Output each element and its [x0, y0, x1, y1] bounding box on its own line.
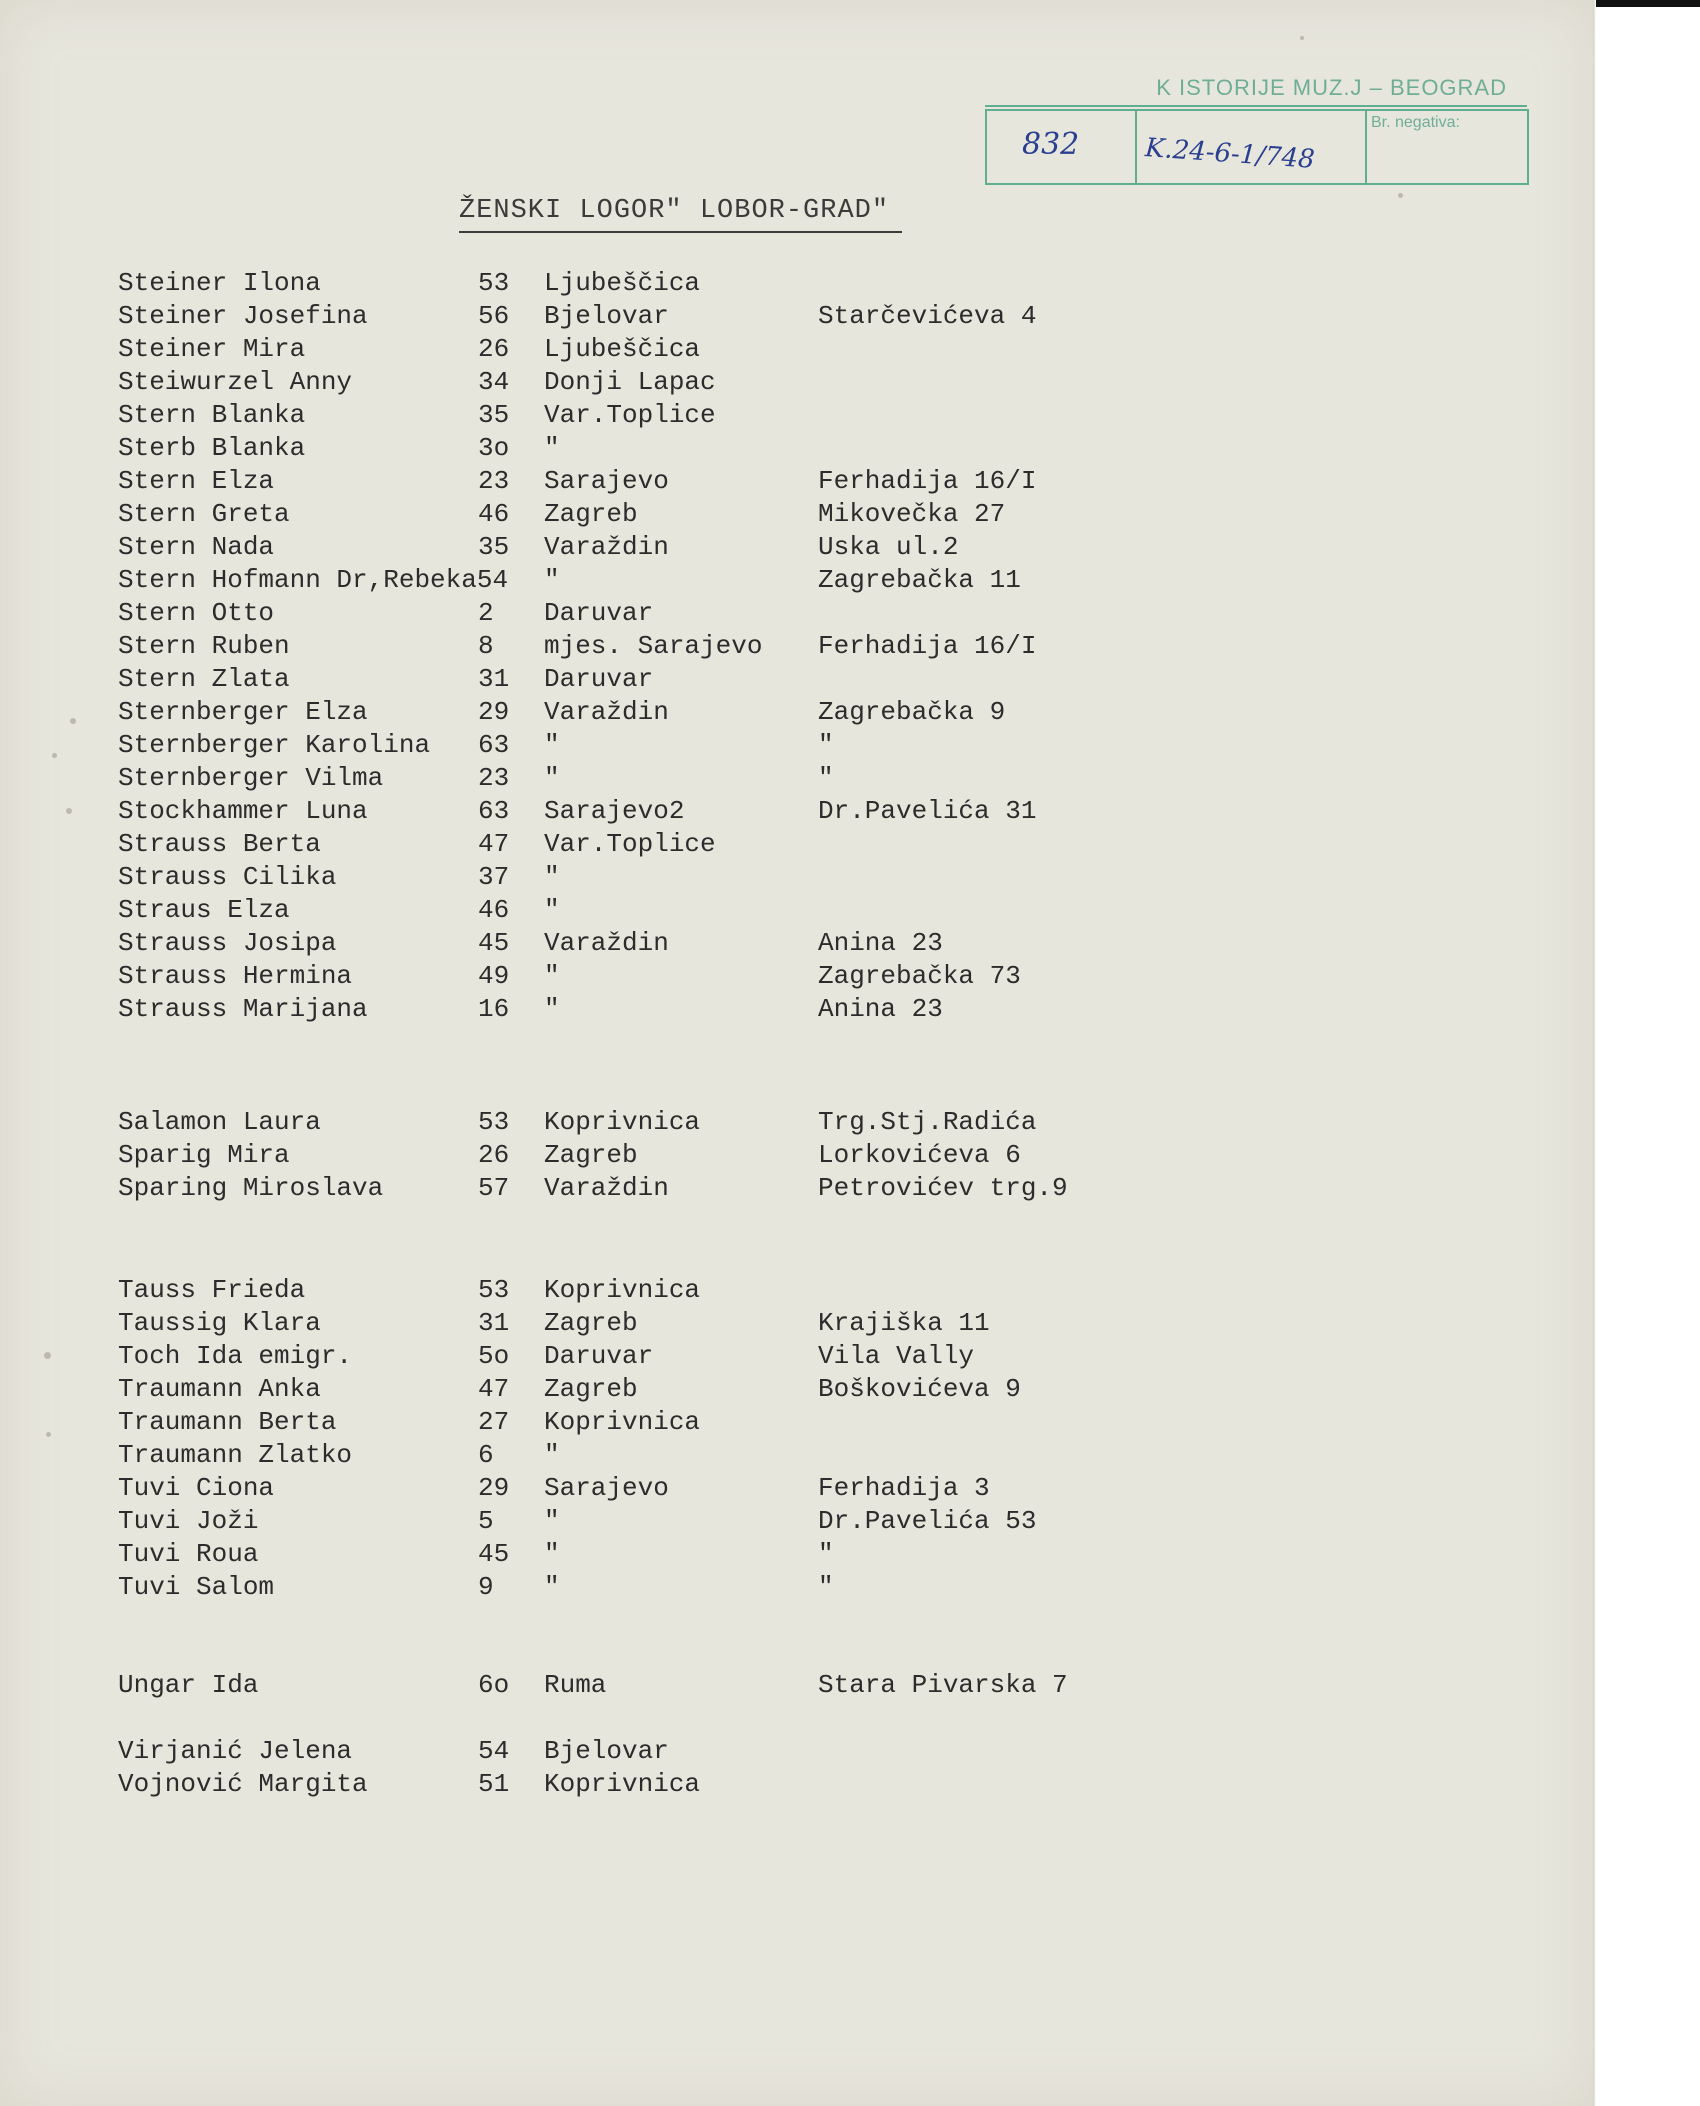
person-city: Bjelovar	[544, 1736, 669, 1766]
person-age: 2	[478, 598, 494, 628]
document-title: ŽENSKI LOGOR" LOBOR-GRAD"	[459, 196, 890, 226]
roster-row	[0, 730, 1593, 762]
roster-row	[0, 1140, 1593, 1172]
paper-speck	[66, 808, 72, 814]
person-age: 29	[478, 1473, 510, 1503]
person-city: "	[544, 994, 560, 1024]
person-name: Vojnović Margita	[118, 1769, 368, 1799]
scan-border	[1596, 0, 1700, 7]
person-city: Koprivnica	[544, 1275, 701, 1305]
paper-speck	[70, 718, 76, 724]
person-name: Tuvi Roua	[118, 1539, 259, 1569]
person-address: Stara Pivarska 7	[818, 1670, 1068, 1700]
handwritten-signature: K.24-6-1/748	[1144, 133, 1316, 175]
person-age: 35	[478, 532, 510, 562]
roster-row	[0, 631, 1593, 663]
person-name: Salamon Laura	[118, 1107, 321, 1137]
roster-row	[0, 1440, 1593, 1472]
person-city: Ruma	[544, 1670, 607, 1700]
person-address: Dr.Pavelića 31	[818, 796, 1037, 826]
roster-row	[0, 664, 1593, 696]
person-name: Toch Ida emigr.	[118, 1341, 353, 1371]
person-name: Sternberger Elza	[118, 697, 368, 727]
person-address: Zagrebačka 11	[818, 565, 1021, 595]
person-address: Ferhadija 16/I	[818, 631, 1037, 661]
person-address: Mikovečka 27	[818, 499, 1006, 529]
person-address: Zagrebačka 73	[818, 961, 1021, 991]
person-address: "	[818, 1539, 834, 1569]
person-age: 46	[478, 499, 510, 529]
person-city: Sarajevo	[544, 1473, 669, 1503]
roster-row	[0, 961, 1593, 993]
person-city: "	[544, 1539, 560, 1569]
person-city: Bjelovar	[544, 301, 669, 331]
person-address: Krajiška 11	[818, 1308, 990, 1338]
roster-row	[0, 895, 1593, 927]
roster-row	[0, 1374, 1593, 1406]
person-age: 63	[478, 796, 510, 826]
person-address: Ferhadija 3	[818, 1473, 990, 1503]
roster-row	[0, 1275, 1593, 1307]
handwritten-number: 832	[1022, 127, 1080, 162]
person-name: Tauss Frieda	[118, 1275, 306, 1305]
person-city: Daruvar	[544, 664, 654, 694]
person-age: 47	[478, 1374, 510, 1404]
person-city: Zagreb	[544, 499, 638, 529]
person-age: 31	[478, 1308, 510, 1338]
person-name: Ungar Ida	[118, 1670, 259, 1700]
person-name: Taussig Klara	[118, 1308, 321, 1338]
roster-row	[0, 598, 1593, 630]
person-name: Steiner Josefina	[118, 301, 368, 331]
person-city: "	[544, 961, 560, 991]
person-address: "	[818, 730, 834, 760]
person-name: Stern Nada	[118, 532, 275, 562]
roster-row	[0, 796, 1593, 828]
person-age: 49	[478, 961, 510, 991]
person-name: Sternberger Vilma	[118, 763, 384, 793]
person-city: "	[544, 433, 560, 463]
person-age: 31	[478, 664, 510, 694]
person-name: Sternberger Karolina	[118, 730, 431, 760]
person-age: 57	[478, 1173, 510, 1203]
person-city: "	[544, 1572, 560, 1602]
person-address: Anina 23	[818, 928, 943, 958]
roster-row	[0, 1736, 1593, 1768]
person-age: 34	[478, 367, 510, 397]
person-city: mjes. Sarajevo	[544, 631, 763, 661]
person-address: "	[818, 763, 834, 793]
paper-speck	[52, 753, 57, 758]
person-name: Steiner Mira	[118, 334, 306, 364]
person-address: Petrovićev trg.9	[818, 1173, 1068, 1203]
person-name: Stern Greta	[118, 499, 290, 529]
person-address: Lorkovićeva 6	[818, 1140, 1021, 1170]
person-name: Stern Hofmann Dr,Rebeka54	[118, 565, 509, 595]
paper-speck	[1300, 36, 1304, 40]
person-age: 27	[478, 1407, 510, 1437]
paper-speck	[46, 1432, 51, 1437]
roster-row	[0, 1341, 1593, 1373]
roster-row	[0, 1769, 1593, 1801]
person-city: Var.Toplice	[544, 400, 716, 430]
page-edge	[1593, 0, 1596, 2106]
person-age: 16	[478, 994, 510, 1024]
person-address: Uska ul.2	[818, 532, 959, 562]
person-city: Zagreb	[544, 1308, 638, 1338]
person-city: Zagreb	[544, 1374, 638, 1404]
person-address: "	[818, 1572, 834, 1602]
person-name: Steiner Ilona	[118, 268, 321, 298]
roster-row	[0, 367, 1593, 399]
person-name: Tuvi Ciona	[118, 1473, 275, 1503]
person-city: "	[544, 730, 560, 760]
person-city: "	[544, 565, 560, 595]
person-city: Daruvar	[544, 598, 654, 628]
person-city: "	[544, 1506, 560, 1536]
person-city: Varaždin	[544, 928, 669, 958]
person-age: 53	[478, 268, 510, 298]
person-age: 23	[478, 763, 510, 793]
person-name: Tuvi Salom	[118, 1572, 275, 1602]
person-age: 45	[478, 1539, 510, 1569]
person-city: Koprivnica	[544, 1407, 701, 1437]
person-name: Sterb Blanka	[118, 433, 306, 463]
person-name: Stern Otto	[118, 598, 275, 628]
person-name: Straus Elza	[118, 895, 290, 925]
person-age: 6o	[478, 1670, 510, 1700]
person-age: 35	[478, 400, 510, 430]
roster-row	[0, 1407, 1593, 1439]
person-city: "	[544, 1440, 560, 1470]
roster-row	[0, 1308, 1593, 1340]
person-city: Koprivnica	[544, 1107, 701, 1137]
person-city: "	[544, 862, 560, 892]
person-name: Sparig Mira	[118, 1140, 290, 1170]
roster-row	[0, 1506, 1593, 1538]
roster-row	[0, 829, 1593, 861]
person-city: Sarajevo	[544, 466, 669, 496]
person-age: 54	[478, 1736, 510, 1766]
roster-row	[0, 697, 1593, 729]
person-address: Anina 23	[818, 994, 943, 1024]
person-address: Starčevićeva 4	[818, 301, 1037, 331]
roster-row	[0, 268, 1593, 300]
person-name: Strauss Berta	[118, 829, 321, 859]
person-age: 29	[478, 697, 510, 727]
person-city: Varaždin	[544, 532, 669, 562]
roster-row	[0, 1572, 1593, 1604]
roster-row	[0, 565, 1593, 597]
person-city: Donji Lapac	[544, 367, 716, 397]
roster-row	[0, 1539, 1593, 1571]
person-name: Stern Zlata	[118, 664, 290, 694]
roster-row	[0, 1473, 1593, 1505]
person-age: 53	[478, 1275, 510, 1305]
person-name: Stockhammer Luna	[118, 796, 368, 826]
person-age: 26	[478, 334, 510, 364]
person-name: Stern Ruben	[118, 631, 290, 661]
person-city: Sarajevo2	[544, 796, 685, 826]
roster-row	[0, 763, 1593, 795]
person-name: Traumann Anka	[118, 1374, 321, 1404]
person-name: Strauss Hermina	[118, 961, 353, 991]
person-city: Zagreb	[544, 1140, 638, 1170]
roster-row	[0, 433, 1593, 465]
person-city: Var.Toplice	[544, 829, 716, 859]
person-age: 63	[478, 730, 510, 760]
person-name: Strauss Cilika	[118, 862, 337, 892]
paper-speck	[44, 1352, 51, 1359]
person-age: 3o	[478, 433, 510, 463]
person-city: "	[544, 763, 560, 793]
person-city: Varaždin	[544, 697, 669, 727]
person-name: Stern Blanka	[118, 400, 306, 430]
stamp-negative-label: Br. negativa:	[1371, 114, 1460, 131]
paper-speck	[1398, 193, 1403, 198]
person-city: Ljubeščica	[544, 268, 701, 298]
roster-row	[0, 400, 1593, 432]
person-address: Ferhadija 16/I	[818, 466, 1037, 496]
roster-row	[0, 334, 1593, 366]
person-age: 26	[478, 1140, 510, 1170]
person-address: Zagrebačka 9	[818, 697, 1006, 727]
roster-row	[0, 928, 1593, 960]
person-city: Daruvar	[544, 1341, 654, 1371]
stamp-agency-text: K ISTORIJE MUZ.J – BEOGRAD	[1156, 75, 1507, 100]
person-age: 45	[478, 928, 510, 958]
person-age: 8	[478, 631, 494, 661]
person-name: Traumann Berta	[118, 1407, 337, 1437]
person-age: 46	[478, 895, 510, 925]
person-name: Steiwurzel Anny	[118, 367, 353, 397]
person-age: 5	[478, 1506, 494, 1536]
roster-row	[0, 862, 1593, 894]
person-name: Strauss Josipa	[118, 928, 337, 958]
person-age: 37	[478, 862, 510, 892]
person-age: 47	[478, 829, 510, 859]
person-age: 6	[478, 1440, 494, 1470]
person-address: Dr.Pavelića 53	[818, 1506, 1037, 1536]
roster-row	[0, 466, 1593, 498]
person-age: 23	[478, 466, 510, 496]
roster-row	[0, 301, 1593, 333]
roster-row	[0, 1173, 1593, 1205]
person-name: Stern Elza	[118, 466, 275, 496]
person-age: 53	[478, 1107, 510, 1137]
person-address: Vila Vally	[818, 1341, 975, 1371]
roster-row	[0, 532, 1593, 564]
person-name: Traumann Zlatko	[118, 1440, 353, 1470]
person-age: 56	[478, 301, 510, 331]
person-age: 51	[478, 1769, 510, 1799]
person-address: Trg.Stj.Radića	[818, 1107, 1037, 1137]
person-city: Varaždin	[544, 1173, 669, 1203]
person-name: Strauss Marijana	[118, 994, 368, 1024]
roster-row	[0, 499, 1593, 531]
person-city: Ljubeščica	[544, 334, 701, 364]
person-city: Koprivnica	[544, 1769, 701, 1799]
person-address: Boškovićeva 9	[818, 1374, 1021, 1404]
roster-row	[0, 1670, 1593, 1702]
person-name: Tuvi Joži	[118, 1506, 259, 1536]
person-age: 5o	[478, 1341, 510, 1371]
roster-row	[0, 1107, 1593, 1139]
roster-row	[0, 994, 1593, 1026]
person-name: Sparing Miroslava	[118, 1173, 384, 1203]
person-age: 9	[478, 1572, 494, 1602]
person-city: "	[544, 895, 560, 925]
person-name: Virjanić Jelena	[118, 1736, 353, 1766]
